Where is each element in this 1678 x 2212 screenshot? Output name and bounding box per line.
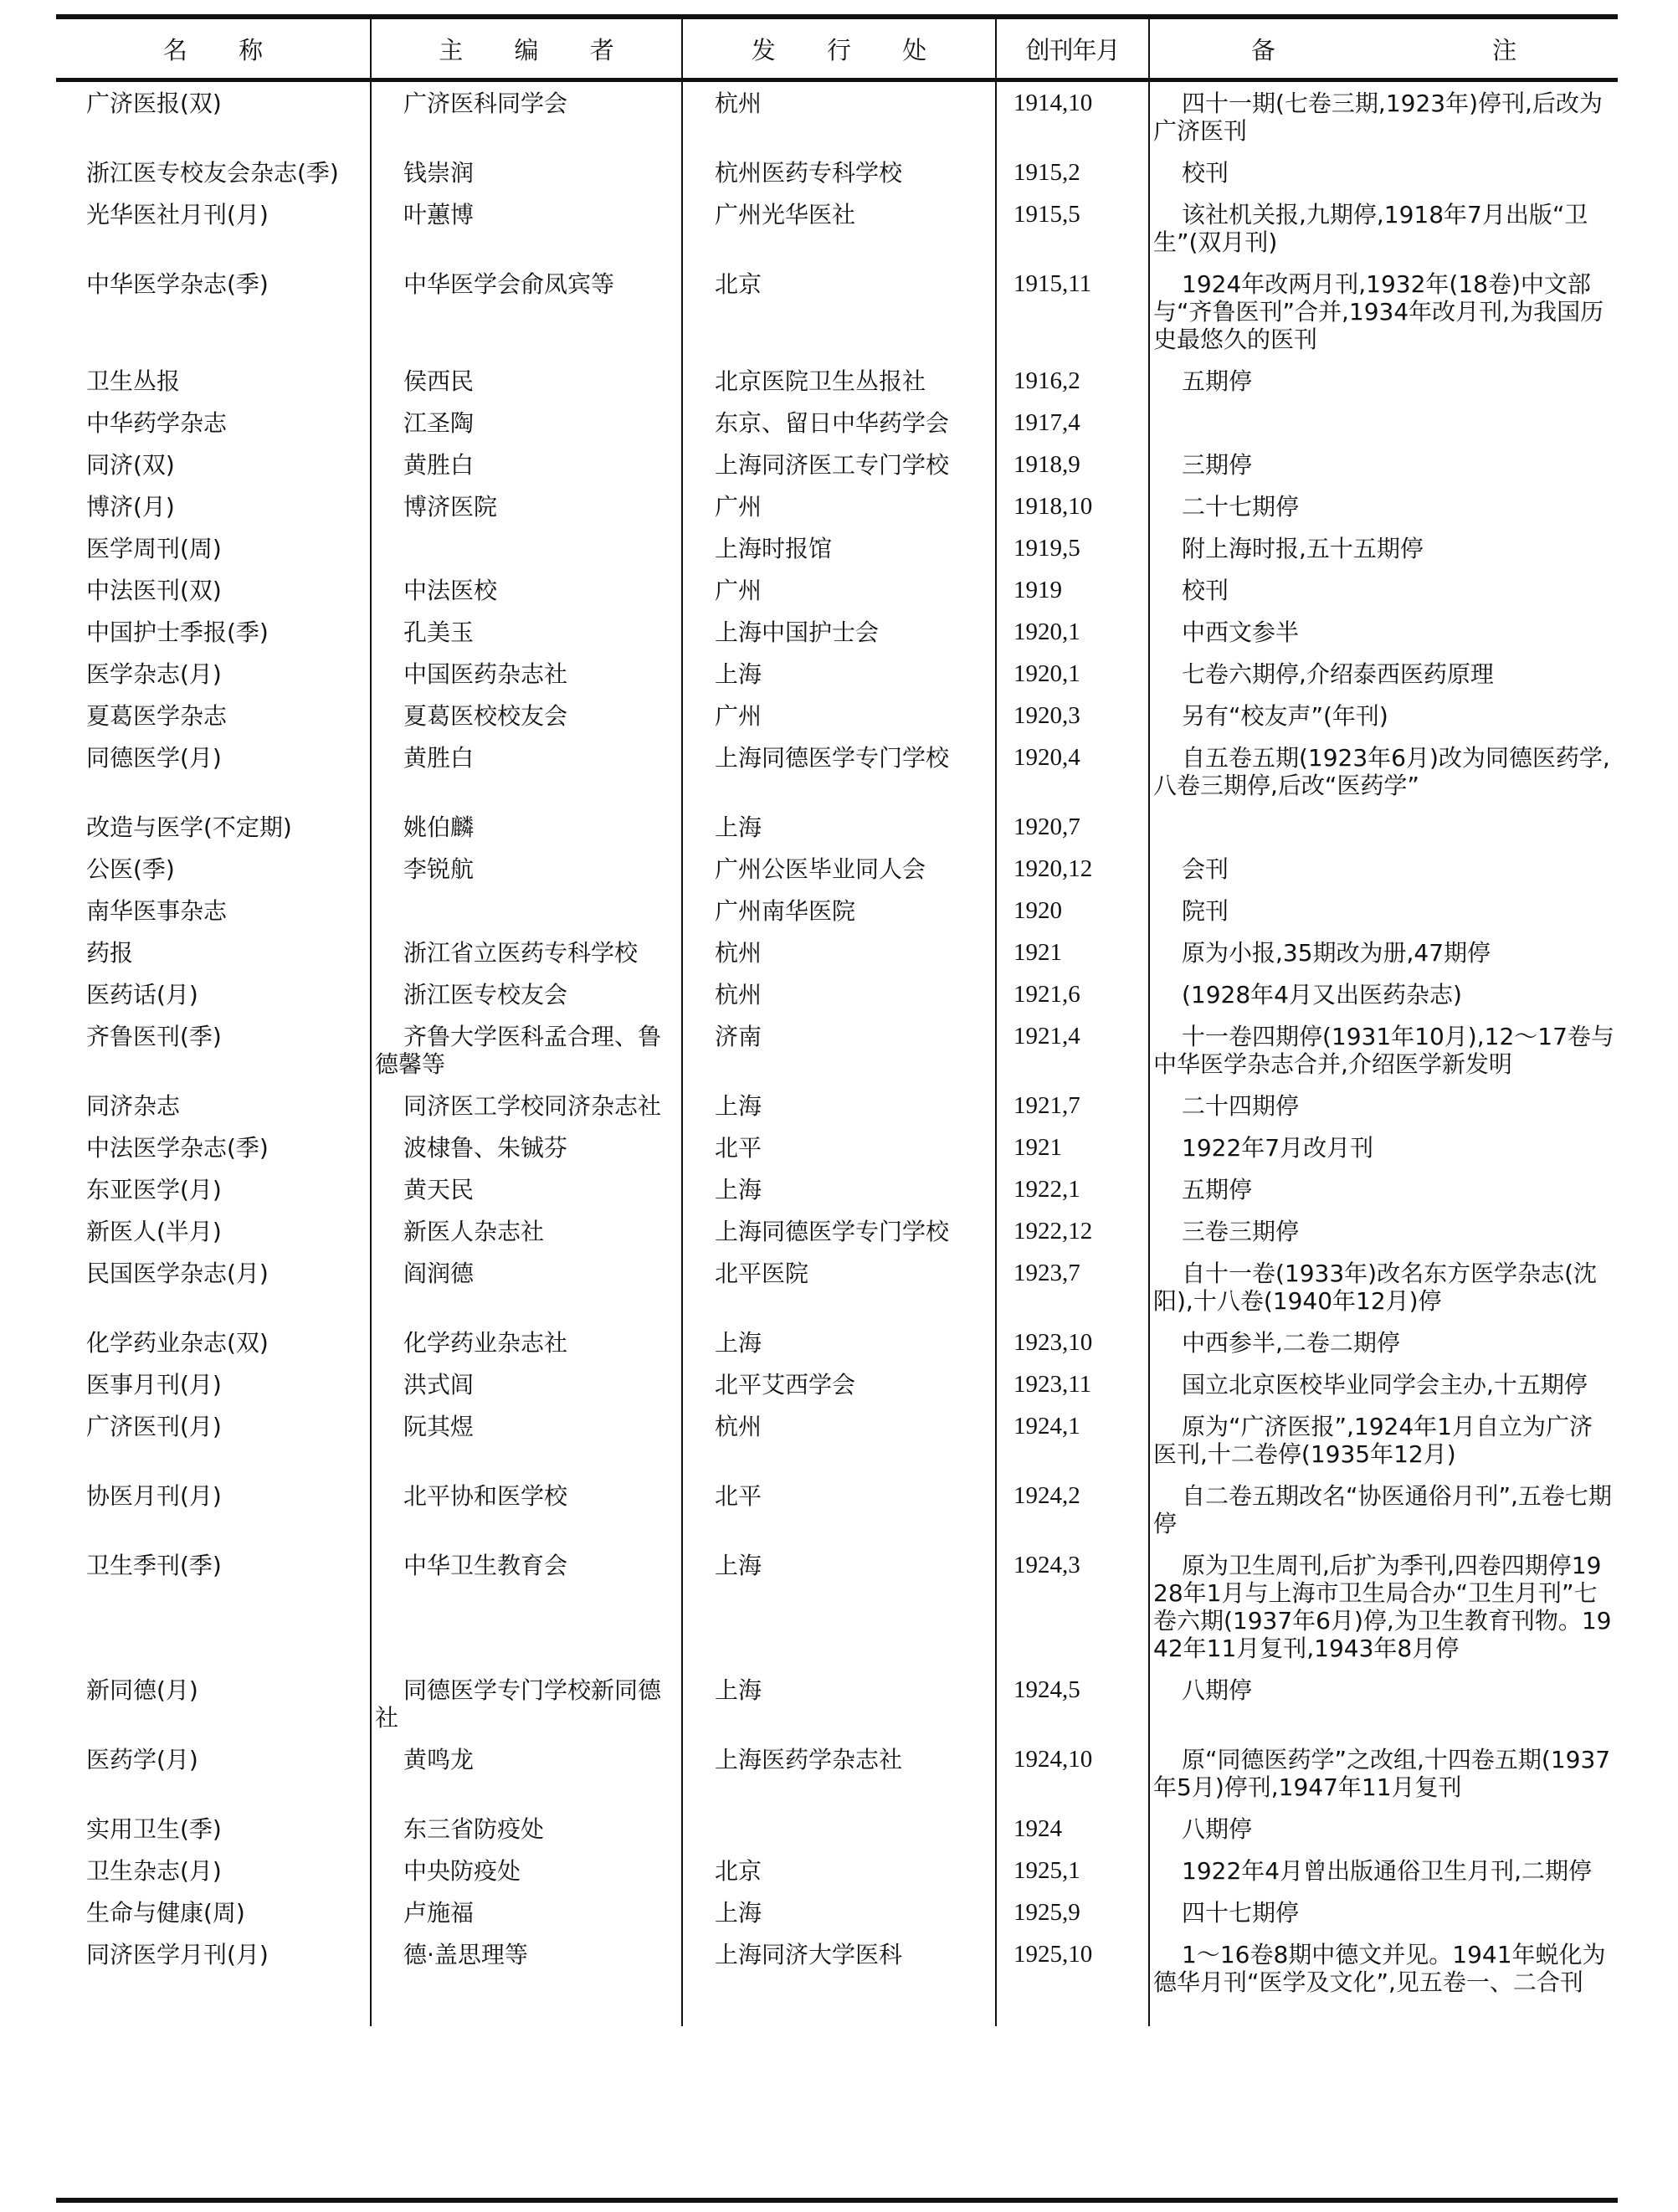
name-cell: 医药话(月) (86, 981, 198, 1008)
notes-cell: 该社机关报,九期停,1918年7月出版“卫生”(双月刊) (1149, 193, 1618, 263)
notes-cell: 自十一卷(1933年)改名东方医学杂志(沈阳),十八卷(1940年12月)停 (1149, 1252, 1618, 1322)
founded-cell: 1918,10 (996, 485, 1149, 527)
editor-cell: 新医人杂志社 (371, 1210, 682, 1252)
header-editor: 主 编 者 (371, 19, 682, 80)
name-cell: 光华医社月刊(月) (86, 201, 269, 228)
editor-cell: 广济医科同学会 (371, 80, 682, 152)
notes-cell: 校刊 (1149, 569, 1618, 611)
founded-cell: 1921 (996, 932, 1149, 973)
bottom-rule (56, 2198, 1618, 2203)
founded-cell: 1923,7 (996, 1252, 1149, 1322)
editor-cell: 浙江省立医药专科学校 (371, 932, 682, 973)
founded-cell: 1924,3 (996, 1544, 1149, 1669)
table-row (56, 1891, 1618, 1933)
editor-cell: 叶蕙博 (371, 193, 682, 263)
publisher-cell: 杭州 (682, 973, 996, 1015)
notes-cell: 八期停 (1149, 1669, 1618, 1738)
name-cell: 药报 (86, 939, 134, 967)
notes-cell: 国立北京医校毕业同学会主办,十五期停 (1149, 1363, 1618, 1405)
publisher-cell: 杭州 (682, 80, 996, 152)
editor-cell: 钱崇润 (371, 151, 682, 193)
table-row (56, 1252, 1618, 1322)
founded-cell: 1924,2 (996, 1475, 1149, 1544)
notes-cell: 院刊 (1149, 890, 1618, 932)
periodicals-table (56, 19, 1618, 2026)
editor-cell (371, 890, 682, 932)
publisher-cell: 广州 (682, 485, 996, 527)
table-row (56, 360, 1618, 402)
editor-cell: 孔美玉 (371, 611, 682, 653)
publisher-cell: 北平 (682, 1127, 996, 1168)
table-row (56, 806, 1618, 848)
founded-cell: 1925,1 (996, 1850, 1149, 1891)
name-cell: 改造与医学(不定期) (86, 813, 292, 841)
table-row (56, 1933, 1618, 2026)
name-cell: 公医(季) (86, 855, 175, 883)
header-publisher: 发 行 处 (682, 19, 996, 80)
name-cell: 齐鲁医刊(季) (86, 1023, 222, 1050)
publisher-cell: 上海时报馆 (682, 527, 996, 569)
founded-cell: 1915,2 (996, 151, 1149, 193)
founded-cell: 1915,11 (996, 263, 1149, 360)
founded-cell: 1920,1 (996, 653, 1149, 695)
founded-cell: 1918,9 (996, 444, 1149, 485)
table-row (56, 695, 1618, 736)
publisher-cell: 上海 (682, 806, 996, 848)
publisher-cell: 北平医院 (682, 1252, 996, 1322)
notes-cell: 自五卷五期(1923年6月)改为同德医药学,八卷三期停,后改“医药学” (1149, 736, 1618, 806)
founded-cell: 1924,5 (996, 1669, 1149, 1738)
founded-cell: 1914,10 (996, 80, 1149, 152)
table-row (56, 973, 1618, 1015)
notes-cell: 校刊 (1149, 151, 1618, 193)
publisher-cell: 上海 (682, 1669, 996, 1738)
name-cell: 医学杂志(月) (86, 660, 222, 688)
table-row (56, 444, 1618, 485)
notes-cell: 五期停 (1149, 360, 1618, 402)
name-cell: 中法医刊(双) (86, 577, 222, 604)
publisher-cell: 广州南华医院 (682, 890, 996, 932)
name-cell: 广济医报(双) (86, 90, 222, 117)
header-founded: 创刊年月 (996, 19, 1149, 80)
founded-cell: 1924,1 (996, 1405, 1149, 1475)
notes-cell: 会刊 (1149, 848, 1618, 890)
founded-cell: 1920 (996, 890, 1149, 932)
notes-cell: 四十七期停 (1149, 1891, 1618, 1933)
founded-cell: 1923,11 (996, 1363, 1149, 1405)
notes-cell: 原“同德医药学”之改组,十四卷五期(1937年5月)停刊,1947年11月复刊 (1149, 1738, 1618, 1808)
publisher-cell: 广州 (682, 569, 996, 611)
notes-cell: 1922年7月改月刊 (1149, 1127, 1618, 1168)
name-cell: 中华医学杂志(季) (86, 270, 269, 298)
publisher-cell (682, 1808, 996, 1850)
header-name: 名 称 (56, 19, 371, 80)
table-row (56, 1475, 1618, 1544)
name-cell: 浙江医专校友会杂志(季) (86, 159, 339, 187)
editor-cell: 黄鸣龙 (371, 1738, 682, 1808)
table-row (56, 653, 1618, 695)
name-cell: 博济(月) (86, 493, 175, 521)
name-cell: 广济医刊(月) (86, 1413, 222, 1440)
table-row (56, 485, 1618, 527)
publisher-cell: 上海 (682, 1891, 996, 1933)
notes-cell (1149, 806, 1618, 848)
editor-cell: 夏葛医校校友会 (371, 695, 682, 736)
founded-cell: 1919 (996, 569, 1149, 611)
table-row (56, 80, 1618, 152)
table-row (56, 263, 1618, 360)
founded-cell: 1917,4 (996, 402, 1149, 444)
editor-cell: 中国医药杂志社 (371, 653, 682, 695)
founded-cell: 1921,7 (996, 1085, 1149, 1127)
editor-cell: 江圣陶 (371, 402, 682, 444)
name-cell: 卫生季刊(季) (86, 1552, 222, 1579)
table-row (56, 402, 1618, 444)
table-row (56, 1738, 1618, 1808)
editor-cell: 李锐航 (371, 848, 682, 890)
name-cell: 医学周刊(周) (86, 535, 222, 562)
publisher-cell: 上海中国护士会 (682, 611, 996, 653)
founded-cell: 1919,5 (996, 527, 1149, 569)
table-row (56, 151, 1618, 193)
publisher-cell: 北平 (682, 1475, 996, 1544)
editor-cell: 德·盖思理等 (371, 1933, 682, 2026)
founded-cell: 1925,9 (996, 1891, 1149, 1933)
table-row (56, 932, 1618, 973)
table-row (56, 193, 1618, 263)
table-row (56, 890, 1618, 932)
publisher-cell: 济南 (682, 1015, 996, 1085)
name-cell: 生命与健康(周) (86, 1899, 245, 1927)
header-row (56, 19, 1618, 80)
name-cell: 东亚医学(月) (86, 1176, 222, 1204)
name-cell: 同济医学月刊(月) (86, 1941, 269, 1968)
notes-cell: 八期停 (1149, 1808, 1618, 1850)
editor-cell: 齐鲁大学医科孟合理、鲁德馨等 (371, 1015, 682, 1085)
founded-cell: 1916,2 (996, 360, 1149, 402)
header-notes: 备 注 (1149, 19, 1618, 80)
name-cell: 民国医学杂志(月) (86, 1260, 269, 1287)
table-row (56, 1168, 1618, 1210)
publisher-cell: 上海 (682, 1544, 996, 1669)
publisher-cell: 杭州 (682, 932, 996, 973)
name-cell: 协医月刊(月) (86, 1482, 222, 1510)
editor-cell: 阎润德 (371, 1252, 682, 1322)
founded-cell: 1921,6 (996, 973, 1149, 1015)
editor-cell: 中央防疫处 (371, 1850, 682, 1891)
name-cell: 夏葛医学杂志 (86, 702, 228, 730)
name-cell: 同济杂志 (86, 1092, 181, 1120)
table-row (56, 1405, 1618, 1475)
name-cell: 中华药学杂志 (86, 409, 228, 437)
notes-cell: 1922年4月曾出版通俗卫生月刊,二期停 (1149, 1850, 1618, 1891)
editor-cell: 洪式闾 (371, 1363, 682, 1405)
founded-cell: 1922,12 (996, 1210, 1149, 1252)
publisher-cell: 北京医院卫生丛报社 (682, 360, 996, 402)
editor-cell: 中法医校 (371, 569, 682, 611)
editor-cell: 波棣鲁、朱铖芬 (371, 1127, 682, 1168)
notes-cell: 1～16卷8期中德文并见。1941年蜕化为德华月刊“医学及文化”,见五卷一、二合刊 (1149, 1933, 1618, 2026)
notes-cell: 附上海时报,五十五期停 (1149, 527, 1618, 569)
notes-cell: (1928年4月又出医药杂志) (1149, 973, 1618, 1015)
publisher-cell: 上海同德医学专门学校 (682, 736, 996, 806)
founded-cell: 1924,10 (996, 1738, 1149, 1808)
table-row (56, 1808, 1618, 1850)
publisher-cell: 上海 (682, 1322, 996, 1363)
name-cell: 实用卫生(季) (86, 1815, 222, 1843)
publisher-cell: 北平艾西学会 (682, 1363, 996, 1405)
editor-cell: 浙江医专校友会 (371, 973, 682, 1015)
publisher-cell: 杭州医药专科学校 (682, 151, 996, 193)
publisher-cell: 上海医药学杂志社 (682, 1738, 996, 1808)
table-row (56, 1127, 1618, 1168)
editor-cell (371, 527, 682, 569)
editor-cell: 中华卫生教育会 (371, 1544, 682, 1669)
notes-cell: 另有“校友声”(年刊) (1149, 695, 1618, 736)
notes-cell: 四十一期(七卷三期,1923年)停刊,后改为广济医刊 (1149, 80, 1618, 152)
name-cell: 同德医学(月) (86, 744, 222, 772)
notes-cell: 原为“广济医报”,1924年1月自立为广济医刊,十二卷停(1935年12月) (1149, 1405, 1618, 1475)
table-row (56, 848, 1618, 890)
editor-cell: 中华医学会俞凤宾等 (371, 263, 682, 360)
editor-cell: 同德医学专门学校新同德社 (371, 1669, 682, 1738)
table-row (56, 1322, 1618, 1363)
table-row (56, 611, 1618, 653)
publisher-cell: 上海同济大学医科 (682, 1933, 996, 2026)
editor-cell: 卢施福 (371, 1891, 682, 1933)
table-row (56, 736, 1618, 806)
name-cell: 中法医学杂志(季) (86, 1134, 269, 1162)
editor-cell: 黄胜白 (371, 444, 682, 485)
notes-cell: 三卷三期停 (1149, 1210, 1618, 1252)
table-row (56, 1850, 1618, 1891)
notes-cell: 原为小报,35期改为册,47期停 (1149, 932, 1618, 973)
notes-cell: 二十四期停 (1149, 1085, 1618, 1127)
editor-cell: 姚伯麟 (371, 806, 682, 848)
periodicals-table-page (56, 14, 1618, 2026)
publisher-cell: 广州光华医社 (682, 193, 996, 263)
editor-cell: 博济医院 (371, 485, 682, 527)
founded-cell: 1920,7 (996, 806, 1149, 848)
editor-cell: 北平协和医学校 (371, 1475, 682, 1544)
founded-cell: 1915,5 (996, 193, 1149, 263)
founded-cell: 1920,1 (996, 611, 1149, 653)
founded-cell: 1922,1 (996, 1168, 1149, 1210)
founded-cell: 1921 (996, 1127, 1149, 1168)
publisher-cell: 上海 (682, 653, 996, 695)
table-row (56, 1085, 1618, 1127)
name-cell: 同济(双) (86, 451, 175, 479)
table-row (56, 1544, 1618, 1669)
editor-cell: 侯西民 (371, 360, 682, 402)
publisher-cell: 北京 (682, 1850, 996, 1891)
notes-cell (1149, 402, 1618, 444)
publisher-cell: 广州公医毕业同人会 (682, 848, 996, 890)
publisher-cell: 上海同德医学专门学校 (682, 1210, 996, 1252)
publisher-cell: 广州 (682, 695, 996, 736)
editor-cell: 黄天民 (371, 1168, 682, 1210)
table-body (56, 80, 1618, 2027)
publisher-cell: 东京、留日中华药学会 (682, 402, 996, 444)
publisher-cell: 上海 (682, 1085, 996, 1127)
founded-cell: 1920,12 (996, 848, 1149, 890)
editor-cell: 同济医工学校同济杂志社 (371, 1085, 682, 1127)
name-cell: 卫生丛报 (86, 367, 181, 395)
notes-cell: 二十七期停 (1149, 485, 1618, 527)
editor-cell: 化学药业杂志社 (371, 1322, 682, 1363)
table-row (56, 1210, 1618, 1252)
notes-cell: 1924年改两月刊,1932年(18卷)中文部与“齐鲁医刊”合并,1934年改月刊,为我国历史最悠久的医刊 (1149, 263, 1618, 360)
notes-cell: 原为卫生周刊,后扩为季刊,四卷四期停1928年1月与上海市卫生局合办“卫生月刊”七卷六期(1937年6月)停,为卫生教育刊物。1942年11月复刊,1943年8月停 (1149, 1544, 1618, 1669)
name-cell: 新医人(半月) (86, 1218, 222, 1245)
publisher-cell: 杭州 (682, 1405, 996, 1475)
notes-cell: 五期停 (1149, 1168, 1618, 1210)
editor-cell: 黄胜白 (371, 736, 682, 806)
notes-cell: 自二卷五期改名“协医通俗月刊”,五卷七期停 (1149, 1475, 1618, 1544)
publisher-cell: 北京 (682, 263, 996, 360)
name-cell: 化学药业杂志(双) (86, 1329, 269, 1357)
name-cell: 医药学(月) (86, 1746, 198, 1773)
publisher-cell: 上海同济医工专门学校 (682, 444, 996, 485)
notes-cell: 七卷六期停,介绍泰西医药原理 (1149, 653, 1618, 695)
name-cell: 新同德(月) (86, 1676, 198, 1704)
founded-cell: 1924 (996, 1808, 1149, 1850)
table-row (56, 1015, 1618, 1085)
name-cell: 卫生杂志(月) (86, 1857, 222, 1885)
table-row (56, 527, 1618, 569)
notes-cell: 三期停 (1149, 444, 1618, 485)
founded-cell: 1925,10 (996, 1933, 1149, 2026)
notes-cell: 中西参半,二卷二期停 (1149, 1322, 1618, 1363)
founded-cell: 1923,10 (996, 1322, 1149, 1363)
founded-cell: 1921,4 (996, 1015, 1149, 1085)
founded-cell: 1920,3 (996, 695, 1149, 736)
name-cell: 中国护士季报(季) (86, 618, 269, 646)
founded-cell: 1920,4 (996, 736, 1149, 806)
table-row (56, 1363, 1618, 1405)
table-row (56, 1669, 1618, 1738)
name-cell: 南华医事杂志 (86, 897, 228, 925)
table-row (56, 569, 1618, 611)
editor-cell: 阮其煜 (371, 1405, 682, 1475)
notes-cell: 十一卷四期停(1931年10月),12～17卷与中华医学杂志合并,介绍医学新发明 (1149, 1015, 1618, 1085)
name-cell: 医事月刊(月) (86, 1371, 222, 1399)
publisher-cell: 上海 (682, 1168, 996, 1210)
notes-cell: 中西文参半 (1149, 611, 1618, 653)
editor-cell: 东三省防疫处 (371, 1808, 682, 1850)
